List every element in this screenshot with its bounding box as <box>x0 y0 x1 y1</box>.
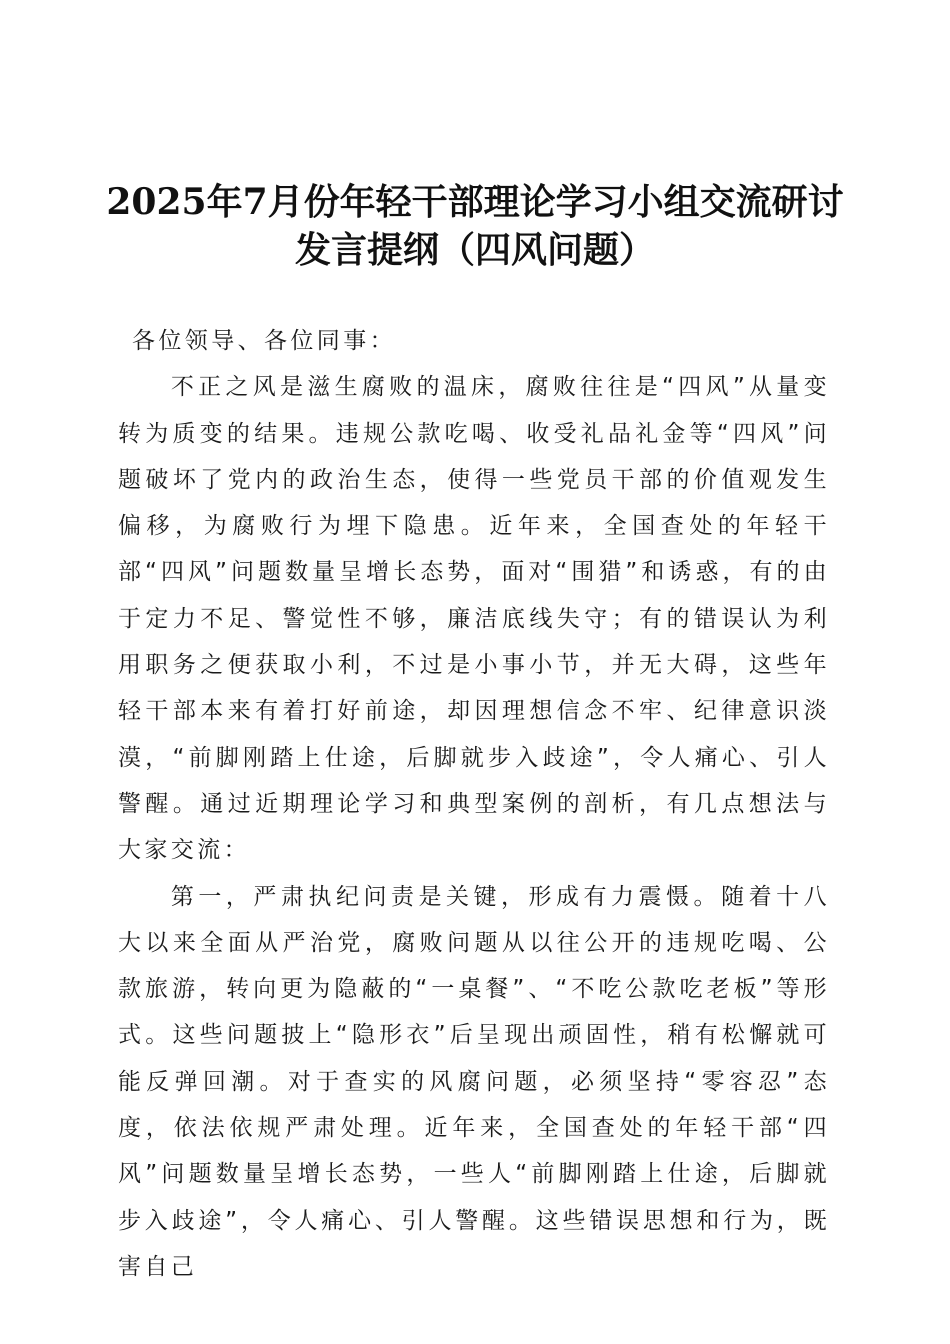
document-title <box>80 178 870 274</box>
title-line-1: 2025年7月份年轻干部理论学习小组交流研讨 <box>106 181 844 223</box>
paragraph-intro: 不正之风是滋生腐败的温床，腐败往往是“四风”从量变转为质变的结果。违规公款吃喝、收受礼品礼金等“四风”问题破坏了党内的政治生态，使得一些党员干部的价值观发生偏移，为腐败行为埋下隐患。近年来，全国查处的年轻干部“四风”问题数量呈增长态势，面对“围猎”和诱惑，有的由于定力不足、警觉性不够，廉洁底线失守；有的错误认为利用职务之便获取小利，不过是小事小节，并无大碍，这些年轻干部本来有着打好前途，却因理想信念不牢、纪律意识淡漠，“前脚刚踏上仕途，后脚就步入歧途”，令人痛心、引人警醒。通过近期理论学习和典型案例的剖析，有几点想法与大家交流： <box>118 374 830 864</box>
paragraph-point-one: 第一，严肃执纪问责是关键，形成有力震慑。随着十八大以来全面从严治党，腐败问题从以往公开的违规吃喝、公款旅游，转向更为隐蔽的“一桌餐”、“不吃公款吃老板”等形式。这些问题披上“隐形衣”后呈现出顽固性，稍有松懈就可能反弹回潮。对于查实的风腐问题，必须坚持“零容忍”态度，依法依规严肃处理。近年来，全国查处的年轻干部“四风”问题数量呈增长态势，一些人“前脚刚踏上仕途，后脚就步入歧途”，令人痛心、引人警醒。这些错误思想和行为，既害自己 <box>118 883 830 1280</box>
salutation: 各位领导、各位同事： <box>132 328 396 354</box>
document-body <box>118 318 830 1290</box>
title-line-2: 发言提纲（四风问题） <box>294 229 655 271</box>
